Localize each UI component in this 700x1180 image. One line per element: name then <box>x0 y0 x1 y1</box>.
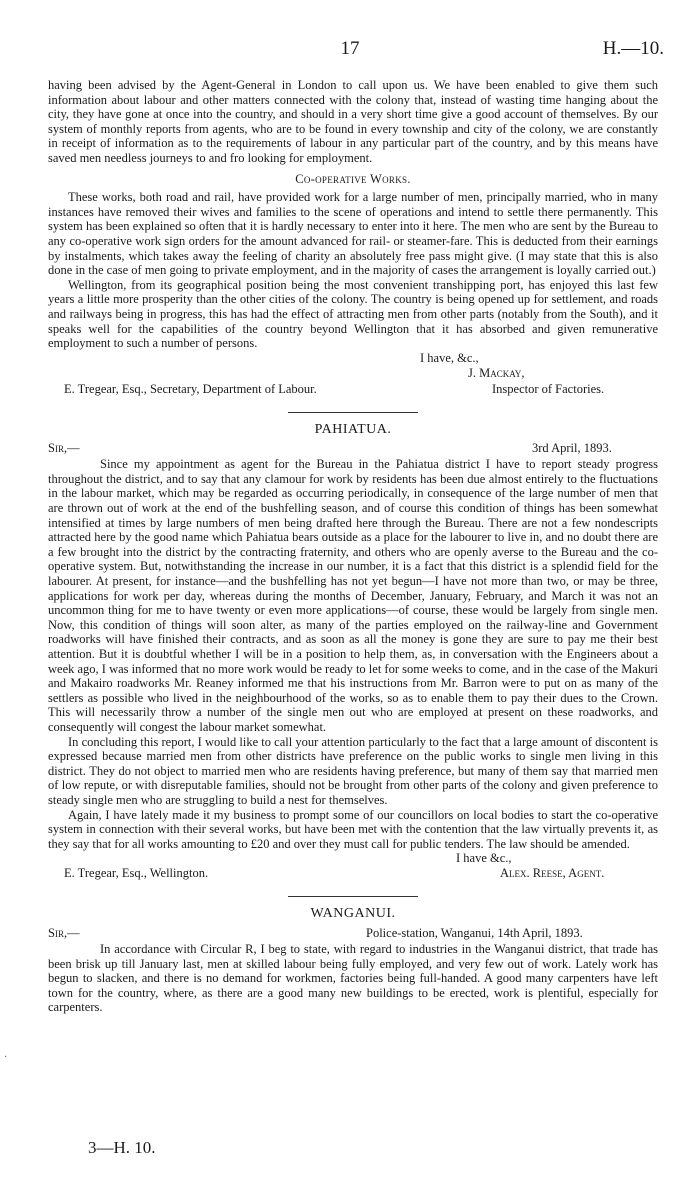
margin-mark: · <box>4 1052 8 1063</box>
salutation-row <box>48 926 658 942</box>
page-number: 17 <box>340 38 360 59</box>
signatory-name: J. Mackay, <box>468 365 525 380</box>
closing-row <box>48 351 658 366</box>
paragraph: These works, both road and rail, have provided work for a large number of men, principally married, who in many instances have removed their wives and families to the scene of operations and intend to settle there permanently. This system has been explained so often that it is hardly necessary to enter into it here. The men who are sent by the Bureau to any co-operative work sign orders for the amount advanced for rail- or steamer-fare. This is deducted from their earnings by instalments, which takes away the feeling of charity an absolutely free pass might give. (I may state that this is also done in the case of men going to private employment, and in the majority of cases the arrangement is loyally carried out.) <box>48 190 658 278</box>
page-body <box>48 78 658 1015</box>
closing-row <box>48 851 658 866</box>
section-heading-wanganui: WANGANUI. <box>310 906 396 922</box>
section-divider <box>288 412 418 413</box>
paragraph: Since my appointment as agent for the Bureau in the Pahiatua district I have to report steady progress throughout the district, and to say that any clamour for work by residents has been due almost entirely to the fluctuations in the labour market, which may be regarded as occurring periodically, in consequence of the large number of men that are thrown out of work at the end of the bushfelling season, and of course this condition of things has been somewhat intensified at times by large numbers of men being drafted here through the Bureau. There are not a few nondescripts attracted here by the good name which Pahiatua bears outside as a place for the labourer to live in, and no doubt there are a few brought into the district by the contracting fraternity, and others who are openly averse to the Bureau and the co-operative system. But, notwithstanding the increase in our number, it is a fact that this district is a splendid field for the labourer. At present, for instance—and the bushfelling has not yet begun—I have not more than two, or may be three, applications for work per day, whereas during the months of December, January, February, and March it was not an uncommon thing for me to have twenty or even more applications—of course, these would be largely from single men. Now, this condition of things will soon alter, as many of the parties employed on the railway-line and Government roadworks will have finished their contracts, and as soon as all the money is gone they are sure to pay me their best attention. But it is doubtful whether I will be in a position to help them, as, in conversation with the Engineers about a week ago, I was informed that no more work would be ready to let for some weeks to come, and in the case of the Makuri and Makairo roadworks Mr. Reaney informed me that his instructions from Mr. Barron were to put on as many of the settlers as possible who lived in the neighbourhood of the works, so as to enable them to pay their dues to the Crown. This will necessarily throw a number of the single men out who are employed at present on these roadworks, and consequently will congest the labour market somewhat. <box>48 457 658 734</box>
paragraph: In concluding this report, I would like to call your attention particularly to the fact that a large amount of discontent is expressed because married men from other districts have preference on the public works to single men living in this district. They do not object to married men who are residents having preference, but many of them say that married men of low repute, or with disreputable families, should not be brought from other parts of the colony and given preference to steady single men who are struggling to build a nest for themselves. <box>48 734 658 807</box>
addressee-row <box>48 866 658 882</box>
paragraph: Again, I have lately made it my business to prompt some of our councillors on local bodies to start the co-operative system in connection with their several works, but have been met with the contention that the law virtually prevents it, as they say that for all works amounting to £20 and over they must call for public tenders. The law should be amended. <box>48 807 658 851</box>
section-divider <box>288 896 418 897</box>
paragraph: Wellington, from its geographical position being the most convenient transhipping port, has enjoyed this last few years a little more prosperity than the other cities of the colony. The country is being opened up for settlement, and roads and railways being in progress, this has had the effect of attracting men from other parts (notably from the South), and it speaks well for the capabilities of the country beyond Wellington that it has absorbed and given remunerative employment to such a number of persons. <box>48 277 658 351</box>
letter-date: 3rd April, 1893. <box>532 441 612 456</box>
continued-paragraph: having been advised by the Agent-General in London to call upon us. We have been enabled to give them such information about labour and other matters connected with the colony that, instead of wasting time hanging about the city, they have gone at once into the country, and should in a very short time give a good account of themselves. By our system of monthly reports from agents, who are to be found in every township and city of the colony, we are constantly in receipt of information as to the requirements of labour in any particular part of the country, and by this means have saved men needless journeys to and fro looking for employment. <box>48 78 658 165</box>
paragraph: In accordance with Circular R, I beg to state, with regard to industries in the Wanganui district, that trade has been brisk up till January last, men at skilled labour being fully employed, and very few out of work. Lately work has begun to slacken, and there is no demand for workmen, factories being full-handed. A good many carpenters have left town for the country, where, as there are a good many new buildings to be erected, work is plentiful, especially for carpenters. <box>48 941 658 1015</box>
addressee: E. Tregear, Esq., Secretary, Department of Labour. <box>64 381 317 396</box>
letter-date: Police-station, Wanganui, 14th April, 1893. <box>366 925 583 940</box>
closing-phrase: I have, &c., <box>420 350 479 365</box>
signature-mark: 3—H. 10. <box>88 1138 156 1157</box>
salutation-row <box>48 441 658 457</box>
closing-phrase: I have &c., <box>456 851 512 866</box>
salutation: Sir,— <box>48 441 80 456</box>
section-heading-pahiatua: PAHIATUA. <box>314 421 392 437</box>
signature-row <box>48 366 658 382</box>
addressee-row <box>48 382 658 398</box>
addressee: E. Tregear, Esq., Wellington. <box>64 866 209 881</box>
signatory-name: Alex. Reese, Agent. <box>500 866 605 881</box>
document-reference: H.—10. <box>602 38 664 59</box>
signatory-title: Inspector of Factories. <box>492 381 605 396</box>
section-heading-cooperative: Co-operative Works. <box>295 171 411 186</box>
salutation: Sir,— <box>48 925 80 940</box>
